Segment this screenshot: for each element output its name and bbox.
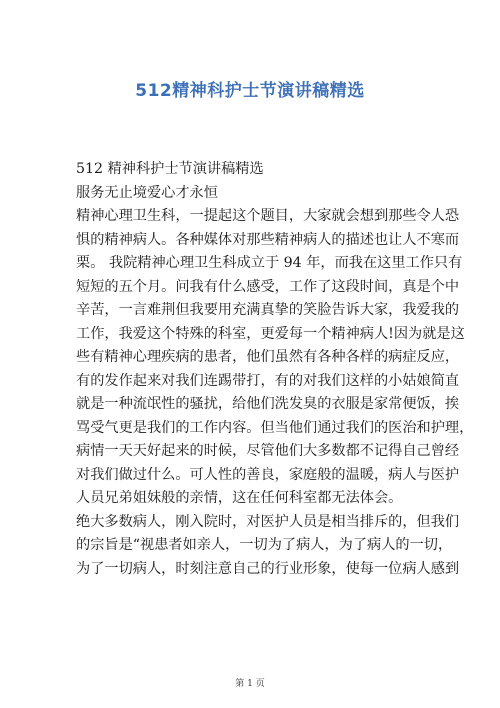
body-line: 些有精神心理疾病的患者，他们虽然有各种各样的病症反应， <box>76 349 460 365</box>
body-line: 惧的精神病人。各种媒体对那些精神病人的描述也让人不寒而 <box>76 231 460 248</box>
body-line: 病情一天天好起来的时候，尽管他们大多数都不记得自己曾经 <box>76 443 460 459</box>
body-line: 就是一种流氓性的骚扰，给他们洗发臭的衣服是家常便饭，挨 <box>76 396 460 412</box>
body-line: 有的发作起来对我们连踢带打，有的对我们这样的小姑娘简直 <box>76 372 460 389</box>
body-line: 栗。 我院精神心理卫生科成立于 94 年，而我在这里工作只有 <box>76 255 463 271</box>
body-line: 人员兄弟姐妹般的亲情，这在任何科室都无法体会。 <box>76 490 403 506</box>
body-subtitle: 512 精神科护士节演讲稿精选 <box>76 161 264 177</box>
body-line: 短短的五个月。问我有什么感受，工作了这段时间，真是个中 <box>76 278 460 295</box>
document-title: 512精神科护士节演讲稿精选 <box>135 81 365 101</box>
body-line: 绝大多数病人，刚入院时，对医护人员是相当排斥的，但我们 <box>76 513 460 530</box>
body-line: 工作，我爱这个特殊的科室，更爱每一个精神病人!因为就是这 <box>76 325 465 342</box>
body-line: 为了一切病人，时刻注意自己的行业形象，使每一位病人感到 <box>76 560 460 577</box>
body-line: 精神心理卫生科，一提起这个题目，大家就会想到那些令人恐 <box>76 208 460 224</box>
body-line: 对我们做过什么。可人性的善良，家庭般的温暖，病人与医护 <box>76 466 460 483</box>
document-body <box>76 158 474 581</box>
body-line: 骂受气更是我们的工作内容。但当他们通过我们的医治和护理， <box>76 419 474 436</box>
page-number: 第 1 页 <box>235 679 265 689</box>
body-line: 的宗旨是“视患者如亲人，一切为了病人，为了病人的一切， <box>76 537 453 553</box>
body-line: 辛苦，一言难荆但我要用充满真挚的笑脸告诉大家，我爱我的 <box>76 302 460 318</box>
body-heading: 服务无止境爱心才永恒 <box>76 184 218 201</box>
